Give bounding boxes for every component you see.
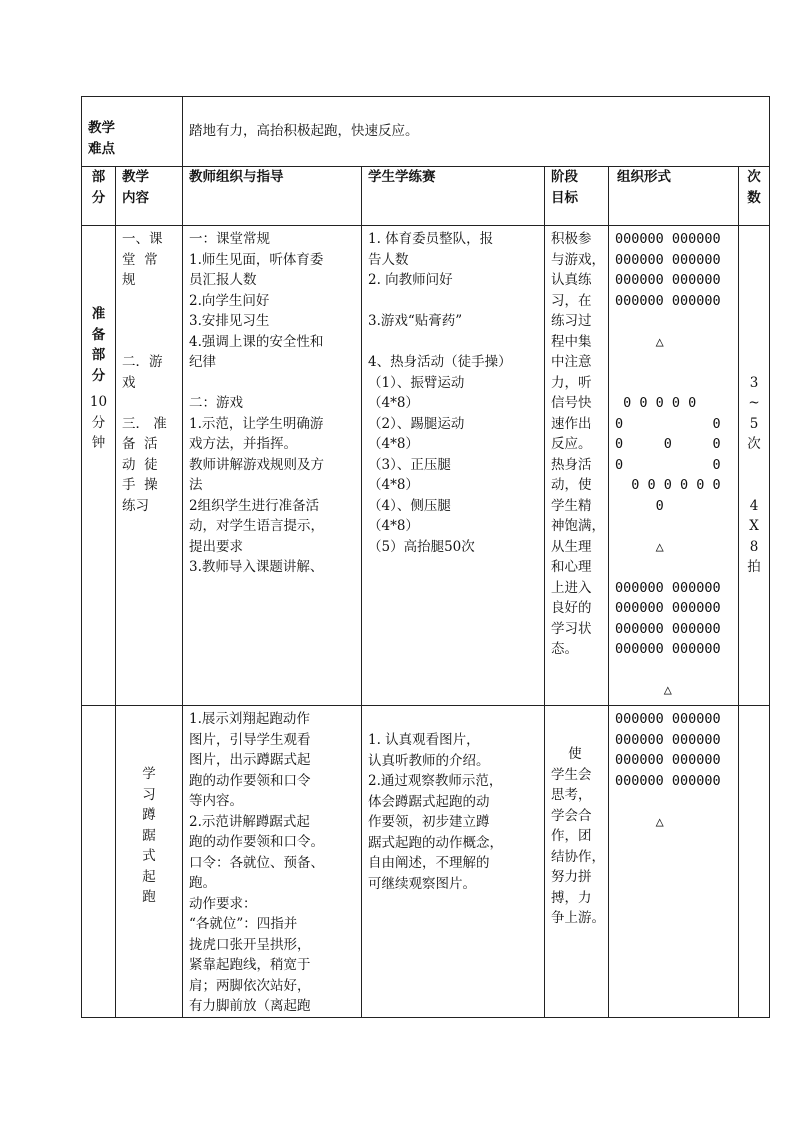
prep-part-cell — [82, 226, 116, 706]
difficulty-label: 教学 难点 — [82, 97, 183, 167]
learn-goal: 使 学生会 思考， 学会合 作，团 结协作， 努力拼 搏，力 争上游。 — [545, 706, 609, 1018]
header-org: 组织形式 — [609, 167, 739, 226]
learn-row — [82, 706, 770, 1018]
header-times: 次 数 — [739, 167, 770, 226]
prep-teacher: 一：课堂常规 1.师生见面，听体育委 员汇报人数 2.向学生问好 3.安排见习生 4.强调上课的安全性和 纪律 二：游戏 1.示范，让学生明确游 戏方法，并指挥。 教师讲解游戏规则及方 法 2组织学生进行准备活 动，对学生语言提示， 提出要求 3.教师导入课题讲解、 — [183, 226, 362, 706]
prep-part-title: 准 备 部 分 — [91, 306, 106, 384]
learn-times — [739, 706, 770, 1018]
learn-teacher: 1.展示刘翔起跑动作 图片，引导学生观看 图片，出示蹲踞式起 跑的动作要领和口令 等内容。 2.示范讲解蹲踞式起 跑的动作要领和口令。 口令：各就位、预备、 跑。 动作要求： “各就位”：四指并 拢虎口张开呈拱形， 紧靠起跑线，稍宽于 肩；两脚依次站好， 有力脚前放（离起跑 — [183, 706, 362, 1018]
difficulty-content: 踏地有力，高抬积极起跑，快速反应。 — [183, 97, 770, 167]
prep-goal: 积极参 与游戏， 认真练 习，在 练习过 程中集 中注意 力，听 信号快 速作出 反应。 热身活 动，使 学生精 神饱满， 从生理 和心理 上进入 良好的 学习状 态。 — [545, 226, 609, 706]
prep-content: 一、课 堂 常 规 二．游 戏 三． 准 备 活 动 徒 手 操 练习 — [116, 226, 183, 706]
prep-student: 1. 体育委员整队，报 告人数 2. 向教师问好 3.游戏“贴膏药” 4、热身活动（徒手操） （1）、振臂运动 （4*8） （2）、踢腿运动 （4*8） （3）、正压腿 （4*8） （4）、侧压腿 （4*8） （5）高抬腿50次 — [362, 226, 545, 706]
header-student: 学生学练赛 — [362, 167, 545, 226]
learn-student: 1. 认真观看图片， 认真听教师的介绍。 2.通过观察教师示范， 体会蹲踞式起跑的动 作要领，初步建立蹲 踞式起跑的动作概念， 自由阐述，不理解的 可继续观察图片。 — [362, 706, 545, 1018]
prep-org-diagram: 000000 000000 000000 000000 000000 000000 000000 000000 △ 0 0 0 0 0 0 0 0 0 0 0 0 0 0 0 0 0 0 0 △ 000000 000000 000000 000000 000000 000000 000000 000000 △ — [609, 226, 739, 706]
header-teacher: 教师组织与指导 — [183, 167, 362, 226]
learn-part-cell — [82, 706, 116, 1018]
header-goal: 阶段 目标 — [545, 167, 609, 226]
lesson-plan-table — [81, 96, 770, 1018]
prep-part-time: 10 分 钟 — [89, 394, 108, 451]
prep-row — [82, 226, 770, 706]
header-row — [82, 167, 770, 226]
header-part: 部 分 — [82, 167, 116, 226]
difficulty-row — [82, 97, 770, 167]
header-content: 教学 内容 — [116, 167, 183, 226]
prep-times: 3 ~ 5 次 4 X 8 拍 — [739, 226, 770, 706]
learn-org-diagram: 000000 000000 000000 000000 000000 000000 000000 000000 △ — [609, 706, 739, 1018]
learn-content: 学 习 蹲 踞 式 起 跑 — [116, 706, 183, 1018]
